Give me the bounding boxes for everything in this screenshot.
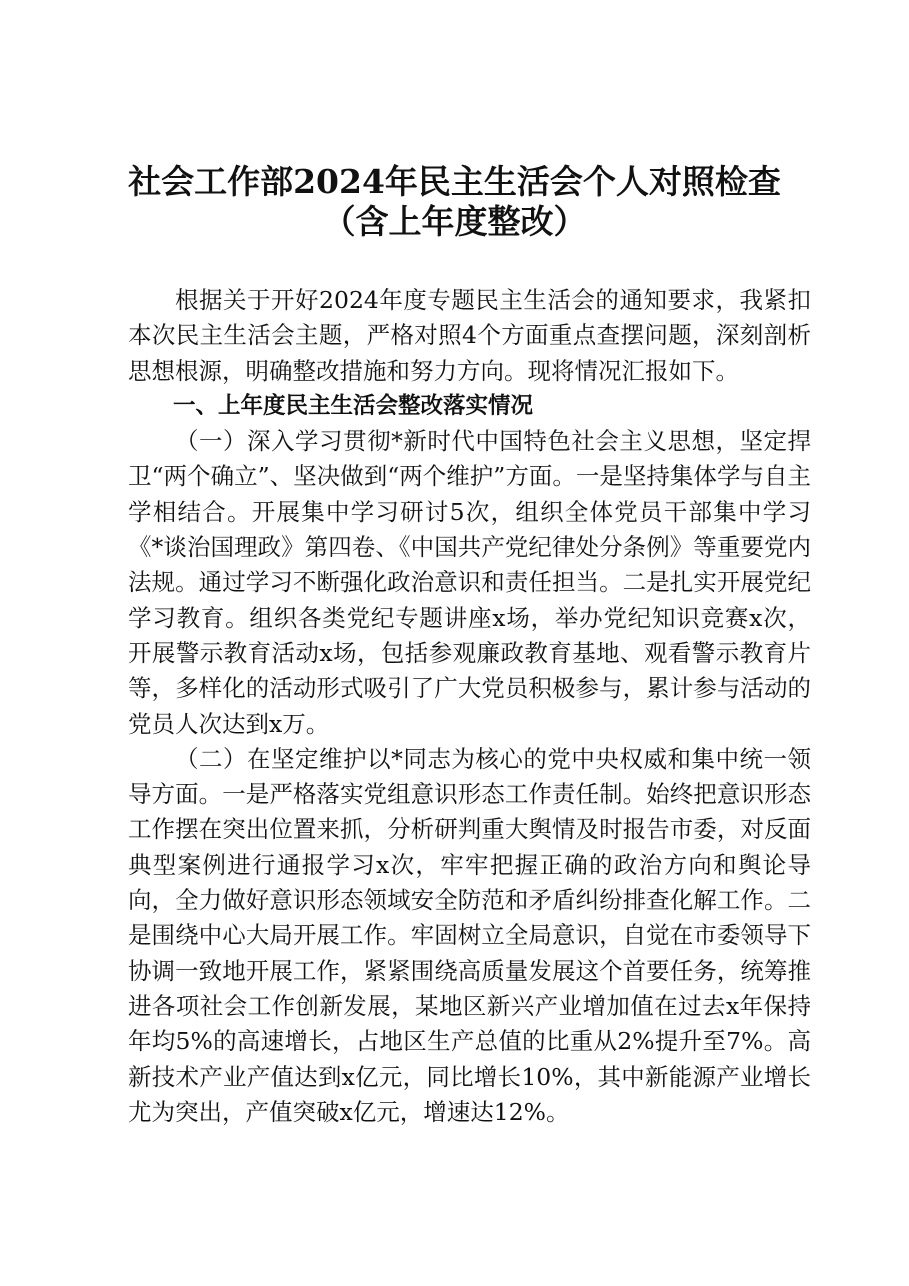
section-heading: 一、上年度民主生活会整改落实情况: [173, 392, 534, 419]
document-subtitle: （含上年度整改）: [322, 202, 587, 241]
document-body: [128, 283, 811, 1130]
body-paragraph-2: （二）在坚定维护以*同志为核心的党中央权威和集中统一领导方面。一是严格落实党组意识形态工作责任制。始终把意识形态工作摆在突出位置来抓，分析研判重大舆情及时报告市委，对反面典型案例进行通报学习x次，牢牢把握正确的政治方向和舆论导向，全力做好意识形态领域安全防范和矛盾纠纷排查化解工作。二是围绕中心大局开展工作。牢固树立全局意识，自觉在市委领导下协调一致地开展工作，紧紧围绕高质量发展这个首要任务，统筹推进各项社会工作创新发展，某地区新兴产业增加值在过去x年保持年均5%的高速增长，占地区生产总值的比重从2%提升至7%。高新技术产业产值达到x亿元，同比增长10%，其中新能源产业增长尤为突出，产值突破x亿元，增速达12%。: [128, 744, 811, 1126]
intro-paragraph: 根据关于开好2024年度专题民主生活会的通知要求，我紧扣本次民主生活会主题，严格对照4个方面重点查摆问题，深刻剖析思想根源，明确整改措施和努力方向。现将情况汇报如下。: [128, 286, 811, 385]
body-paragraph-1: （一）深入学习贯彻*新时代中国特色社会主义思想，坚定捍卫“两个确立”、坚决做到“两个维护”方面。一是坚持集体学与自主学相结合。开展集中学习研讨5次，组织全体党员干部集中学习《*谈治国理政》第四卷、《中国共产党纪律处分条例》等重要党内法规。通过学习不断强化政治意识和责任担当。二是扎实开展党纪学习教育。组织各类党纪专题讲座x场，举办党纪知识竞赛x次，开展警示教育活动x场，包括参观廉政教育基地、观看警示教育片等，多样化的活动形式吸引了广大党员积极参与，累计参与活动的党员人次达到x万。: [128, 427, 811, 738]
document-title: 社会工作部2024年民主生活会个人对照检查: [128, 162, 781, 201]
